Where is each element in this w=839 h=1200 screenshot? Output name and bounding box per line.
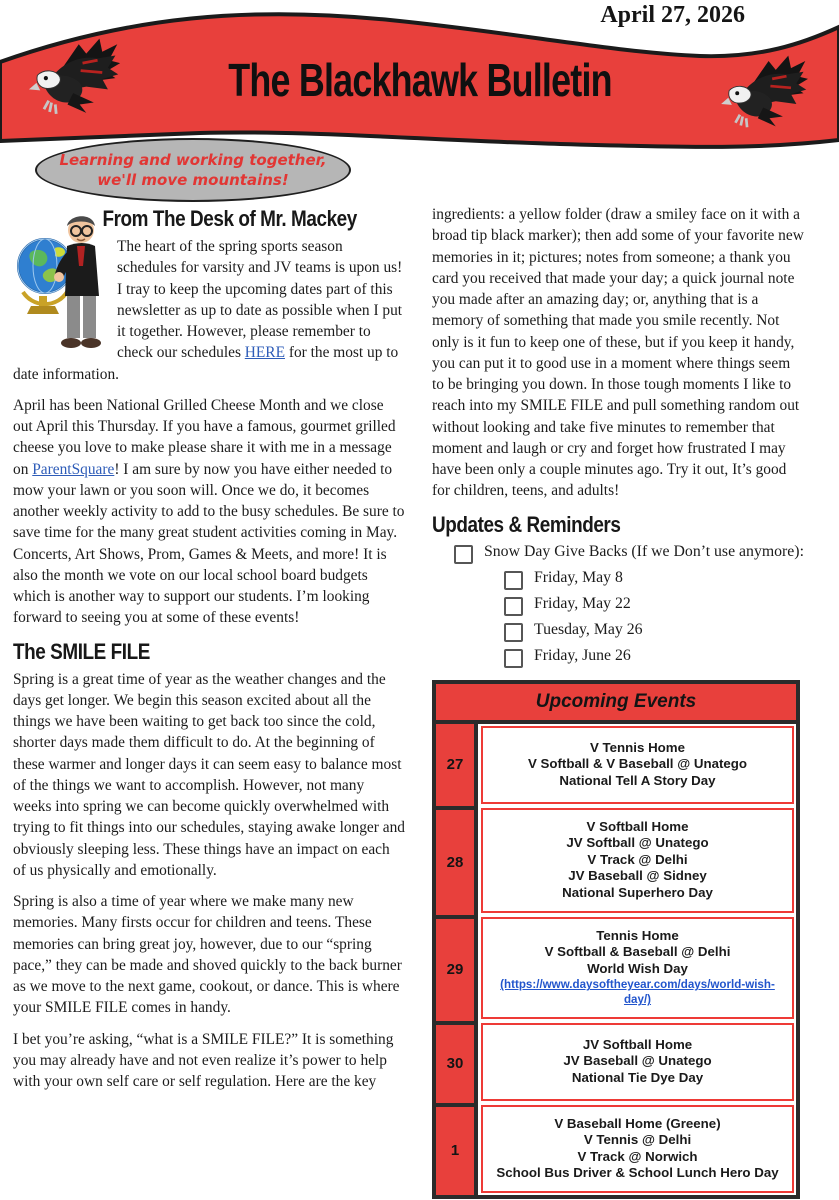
event-line: V Softball & V Baseball @ Unatego — [527, 756, 748, 772]
event-line: V Tennis @ Delhi — [583, 1132, 692, 1148]
blackhawk-logo-right-icon — [718, 52, 812, 138]
checkbox-icon[interactable] — [454, 545, 473, 564]
desk-paragraph-1-text: The heart of the spring sports season schedules for varsity and JV teams is upon us! I tray to keep the upcoming dates part of this newsletter as up to date as possible when I put it together. However, please remember to check our schedules — [117, 238, 403, 362]
event-detail-cell — [481, 726, 794, 804]
parentsquare-link[interactable]: ParentSquare — [32, 460, 115, 478]
events-table-row — [436, 1103, 796, 1195]
event-date-cell: 28 — [436, 806, 478, 915]
event-line: V Track @ Delhi — [587, 851, 688, 867]
events-table-row — [436, 915, 796, 1021]
event-detail-cell — [481, 808, 794, 913]
event-line: National Tie Dye Day — [571, 1069, 704, 1085]
section-heading-smile-file: The SMILE FILE — [13, 638, 150, 664]
snow-day-sub-label: Tuesday, May 26 — [534, 620, 643, 638]
world-wish-day-link[interactable]: (https://www.daysoftheyear.com/days/world-wish-day/) — [500, 978, 775, 1007]
event-line: JV Baseball @ Unatego — [563, 1053, 712, 1069]
event-line: V Tennis Home — [589, 739, 686, 755]
snow-day-sub-list — [432, 569, 805, 668]
desk-paragraph-2-text: April has been National Grilled Cheese Month and we close out April this Thursday. If you have a famous, gourmet grilled cheese you love to make please share it with me in a message on — [13, 396, 396, 478]
event-line: JV Softball Home — [582, 1036, 693, 1052]
issue-date: April 27, 2026 — [600, 2, 745, 28]
event-line: Tennis Home — [596, 927, 679, 943]
blackhawk-logo-left-icon — [28, 34, 122, 126]
checkbox-icon[interactable] — [504, 597, 523, 616]
event-line: World Wish Day — [587, 960, 688, 976]
schedules-here-link[interactable]: HERE — [244, 344, 285, 362]
event-line: JV Baseball @ Sidney — [568, 868, 707, 884]
desk-paragraph-1-tail: for the most up to date information. — [13, 344, 399, 383]
checkbox-icon[interactable] — [504, 623, 523, 642]
smile-paragraph-1: Spring is a great time of year as the weather changes and the days get longer. We begin this season excited about all the things we have been waiting to get back too since the cold, shorter days made them difficult to do. At the beginning of these warmer and longer days it can seem easy to balance most of the things we want to accomplish. However, not many weeks into spring we can become quickly overwhelmed with trying to fit things into our schedules, staying awake longer and obviously sleeping less. These things have an impact on each of us physically and emotionally. — [13, 670, 405, 879]
content-columns — [13, 204, 805, 1199]
motto-line1: Learning and working together, — [59, 151, 327, 169]
desk-paragraph-2 — [13, 395, 406, 629]
smile-paragraph-3: I bet you’re asking, “what is a SMILE FILE?” It is something you may already have and not even realize it’s power to help with your own self care or self regulation. Here are the key — [13, 1030, 394, 1090]
motto-line2: we'll move mountains! — [97, 171, 289, 189]
event-date-cell: 1 — [436, 1103, 478, 1195]
snow-day-sub-label: Friday, May 8 — [534, 568, 623, 586]
checkbox-icon[interactable] — [504, 649, 523, 668]
snow-day-item — [454, 543, 805, 564]
events-table-title: Upcoming Events — [436, 684, 796, 724]
snow-day-sub-item — [504, 595, 805, 616]
event-date-cell: 27 — [436, 724, 478, 806]
event-line: V Baseball Home (Greene) — [554, 1115, 721, 1131]
section-heading-updates: Updates & Reminders — [432, 511, 621, 537]
newsletter-title: The Blackhawk Bulletin — [228, 54, 612, 106]
snow-day-sub-item — [504, 569, 805, 590]
event-detail-cell — [481, 917, 794, 1019]
event-line: JV Softball @ Unatego — [566, 835, 709, 851]
events-table-row — [436, 1021, 796, 1103]
events-table-body — [436, 724, 796, 1195]
right-column — [432, 204, 805, 1199]
smile-continued-paragraph: ingredients: a yellow folder (draw a smiley face on it with a broad tip black marker); then add some of your favorite new memories in it; pictures; notes from someone; a thank you card you received that made your day; a quick journal note you made after an amazing day; or, anything that is a memory of something that made you smile recently. Not only is it fun to keep one of these, but if you keep it handy, you can put it to good use in a moment where things seem to be bringing you down. In those tough moments I like to reach into my SMILE FILE and pull something random out without looking and take five minutes to remember that moment and laugh or cry and forget how frustrated I may have been only a couple minutes ago. Try it out, It’s good for children, teens, and adults! — [432, 206, 804, 500]
snow-day-sub-item — [504, 647, 805, 668]
desk-paragraph-2-tail: ! I am sure by now you have either needed to mow your lawn or you soon will. Once we do, it becomes another weekly activity to add to the busy schedules. Be sure to save time for the many great student activities coming in May. Concerts, Art Shows, Prom, Games & Meets, and more! It is also the month we vote on our local school board budgets which is another way to support our students. I’m looking forward to seeing you at some of these events! — [13, 460, 405, 627]
event-date-cell: 30 — [436, 1021, 478, 1103]
event-line: School Bus Driver & School Lunch Hero Day — [496, 1165, 779, 1181]
smile-paragraph-2: Spring is also a time of year where we make many new memories. Many firsts occur for children and teens. These memories can bring great joy, however, due to our “spring pace,” they can be made and shoved quickly to the back burner as we move to the next game, cookout, or dance. This is where your SMILE FILE comes in handy. — [13, 893, 402, 1017]
event-line: National Superhero Day — [562, 884, 713, 900]
event-line: V Softball Home — [586, 818, 689, 834]
events-table-row — [436, 724, 796, 806]
snow-day-sub-label: Friday, May 22 — [534, 594, 631, 612]
motto-oval — [35, 138, 351, 202]
event-detail-cell — [481, 1105, 794, 1193]
event-date-cell: 29 — [436, 915, 478, 1021]
event-line: National Tell A Story Day — [559, 772, 716, 788]
checkbox-icon[interactable] — [504, 571, 523, 590]
snow-day-sub-item — [504, 621, 805, 642]
events-table-row — [436, 806, 796, 915]
snow-day-sub-label: Friday, June 26 — [534, 646, 631, 664]
event-detail-cell — [481, 1023, 794, 1101]
section-heading-desk: From The Desk of Mr. Mackey — [102, 206, 357, 231]
event-line: V Softball & Baseball @ Delhi — [544, 944, 731, 960]
left-column — [13, 204, 406, 1199]
event-line: V Track @ Norwich — [577, 1148, 698, 1164]
snow-day-label: Snow Day Give Backs (If we Don’t use anymore): — [484, 542, 804, 560]
upcoming-events-table — [432, 680, 800, 1199]
